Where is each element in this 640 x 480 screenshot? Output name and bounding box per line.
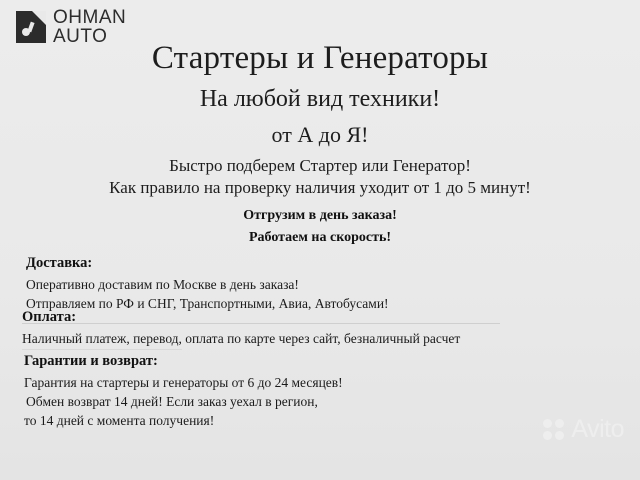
brand-name-line1: OHMAN — [53, 7, 127, 28]
avito-watermark-text: Avito — [571, 415, 624, 443]
highlight-text — [0, 205, 640, 248]
section-warranty — [24, 353, 343, 430]
section-warranty-line-3: то 14 дней с момента получения! — [24, 413, 215, 429]
page-subtitle-2: от А до Я! — [271, 122, 369, 147]
scan-artifact-line — [22, 349, 182, 350]
highlight-line-1: Отгрузим в день заказа! — [243, 208, 397, 223]
brand-name-line2: AUTO — [53, 26, 108, 47]
section-payment — [22, 309, 460, 348]
intro-line-1: Быстро подберем Стартер или Генератор! — [169, 156, 471, 175]
intro-line-2: Как правило на проверку наличия уходит от 1 до 5 минут! — [109, 178, 531, 198]
avito-watermark — [543, 415, 624, 444]
section-payment-title: Оплата: — [22, 309, 77, 325]
section-warranty-line-2: Обмен возврат 14 дней! Если заказ уехал в регион, — [26, 394, 318, 410]
section-warranty-line-1: Гарантия на стартеры и генераторы от 6 до 24 месяцев! — [24, 375, 343, 390]
page-title: Стартеры и Генераторы — [151, 40, 489, 76]
section-payment-line-1: Наличный платеж, перевод, оплата по карте через сайт, безналичный расчет — [22, 331, 461, 346]
highlight-line-2: Работаем на скорость! — [248, 229, 392, 245]
section-delivery-title: Доставка: — [26, 255, 93, 271]
section-delivery — [26, 255, 389, 313]
intro-text — [0, 155, 640, 200]
section-warranty-title: Гарантии и возврат: — [24, 353, 158, 369]
auto-part-logo-icon — [16, 11, 46, 43]
section-delivery-line-1: Оперативно доставим по Москве в день заказа! — [26, 277, 299, 292]
avito-dots-icon — [543, 419, 565, 441]
section-delivery-line-2: Отправляем по РФ и СНГ, Транспортными, Авиа, Автобусами! — [26, 296, 389, 312]
page-subtitle-1: На любой вид техники! — [199, 86, 441, 112]
